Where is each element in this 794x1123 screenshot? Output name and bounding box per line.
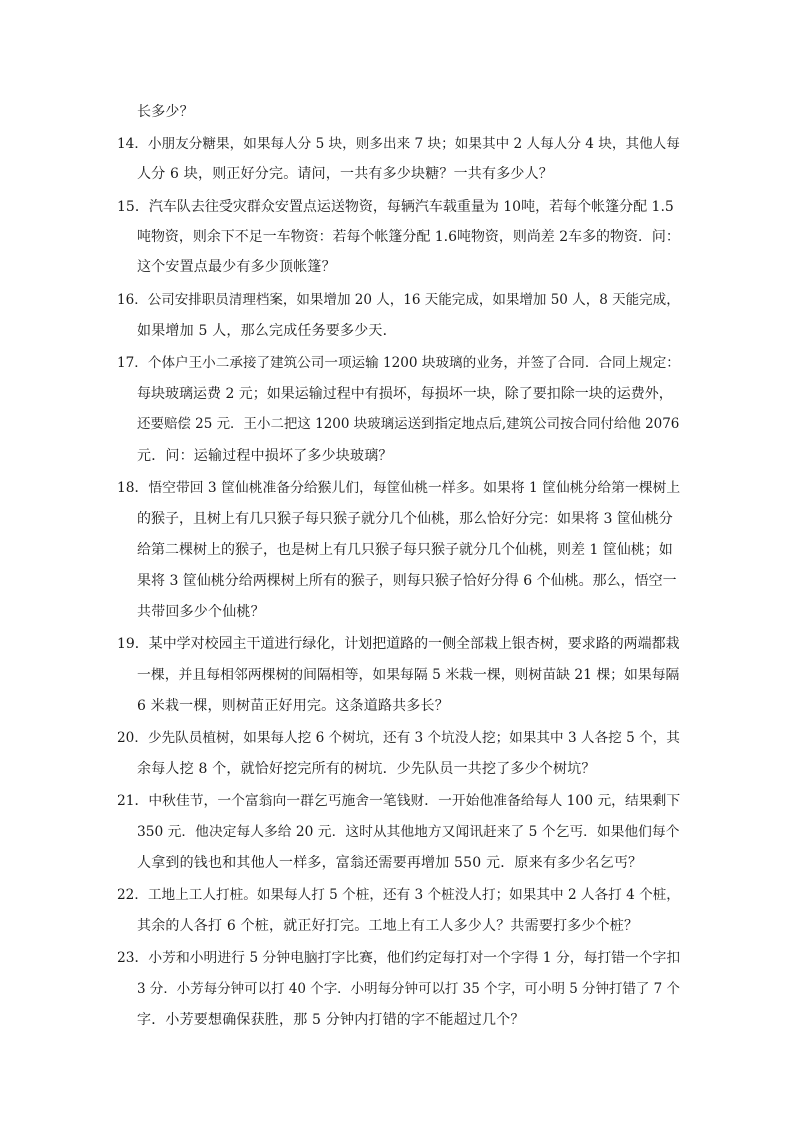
problem-21-line-3: 人拿到的钱也和其他人一样多，富翁还需要再增加 550 元．原来有多少名乞丐？	[137, 855, 643, 871]
problem-23-line-1: 23．小芳和小明进行 5 分钟电脑打字比赛，他们约定每打对一个字得 1 分，每打错一个字扣	[117, 950, 681, 966]
problem-19-line-3: 6 米栽一棵，则树苗正好用完。这条道路共多长？	[137, 698, 449, 714]
problem-21-line-2: 350 元．他决定每人多给 20 元．这时从其他地方又闻讯赶来了 5 个乞丐．如果他们每个	[137, 824, 680, 840]
problem-18-line-4: 果将 3 筐仙桃分给两棵树上所有的猴子，则每只猴子恰好分得 6 个仙桃。那么，悟空一	[137, 573, 677, 589]
problem-16-number: 16．	[117, 292, 148, 308]
problem-15-line-3: 这个安置点最少有多少顶帐篷？	[137, 259, 336, 275]
problem-17-line-4: 元．问：运输过程中损坏了多少块玻璃？	[137, 448, 393, 464]
problem-17-line-3: 还要赔偿 25 元．王小二把这 1200 块玻璃运送到指定地点后,建筑公司按合同付给他 2076	[137, 416, 680, 432]
problem-23-line-2: 3 分．小芳每分钟可以打 40 个字．小明每分钟可以打 35 个字，可小明 5 分钟打错了 7 个	[137, 981, 680, 997]
problem-15-number: 15．	[117, 199, 149, 215]
problem-21-number: 21．	[117, 793, 149, 809]
problem-22-number: 22．	[117, 887, 148, 903]
problem-15-line-1: 15．汽车队去往受灾群众安置点运送物资，每辆汽车载重量为 10吨，若每个帐篷分配 1.5	[117, 199, 674, 215]
problem-18-line-1: 18．悟空带回 3 筐仙桃准备分给猴儿们，每筐仙桃一样多。如果将 1 筐仙桃分给第一棵树上	[117, 480, 681, 496]
problem-18-line-2: 的猴子，且树上有几只猴子每只猴子就分几个仙桃，那么恰好分完：如果将 3 筐仙桃分	[137, 511, 673, 527]
problem-17-line-2: 每块玻璃运费 2 元；如果运输过程中有损坏，每损坏一块，除了要扣除一块的运费外，	[137, 386, 673, 402]
problem-23-line-3: 字．小芳要想确保获胜，那 5 分钟内打错的字不能超过几个？	[137, 1012, 525, 1028]
problem-14-line-2: 人分 6 块，则正好分完。请问，一共有多少块糖？一共有多少人？	[137, 166, 554, 182]
problem-22-line-1: 22．工地上工人打桩。如果每人打 5 个桩，还有 3 个桩没人打；如果其中 2 人各打 4 个桩，	[117, 887, 680, 903]
problem-21-line-1: 21．中秋佳节，一个富翁向一群乞丐施舍一笔钱财．一开始他准备给每人 100 元，结果剩下	[117, 793, 681, 809]
problem-23-number: 23．	[117, 950, 149, 966]
problem-20-line-2: 余每人挖 8 个，就恰好挖完所有的树坑．少先队员一共挖了多少个树坑？	[137, 761, 596, 777]
problem-16-line-1: 16．公司安排职员清理档案，如果增加 20 人，16 天能完成，如果增加 50 人，8 天能完成，	[117, 292, 680, 308]
problem-18-line-5: 共带回多少个仙桃？	[137, 604, 265, 620]
problem-15-line-2: 吨物资，则余下不足一车物资：若每个帐篷分配 1.6吨物资，则尚差 2车多的物资．问：	[137, 229, 680, 245]
problem-16-line-2: 如果增加 5 人，那么完成任务要多少天．	[137, 323, 397, 339]
problem-19-line-1: 19．某中学对校园主干道进行绿化，计划把道路的一侧全部栽上银杏树，要求路的两端都栽	[117, 636, 680, 652]
problem-14-number: 14．	[117, 136, 148, 152]
problem-18-line-3: 给第二棵树上的猴子，也是树上有几只猴子每只猴子就分几个仙桃，则差 1 筐仙桃；如	[137, 542, 673, 558]
problem-20-line-1: 20．少先队员植树，如果每人挖 6 个树坑，还有 3 个坑没人挖；如果其中 3 人各挖 5 个，其	[117, 730, 680, 746]
problem-19-line-2: 一棵，并且每相邻两棵树的间隔相等，如果每隔 5 米栽一棵，则树苗缺 21 棵；如果每隔	[137, 667, 680, 683]
problem-14-line-1: 14．小朋友分糖果，如果每人分 5 块，则多出来 7 块；如果其中 2 人每人分 4 块，其他人每	[117, 136, 680, 152]
problem-18-number: 18．	[117, 480, 149, 496]
problem-17-number: 17．	[117, 355, 148, 371]
problem-20-number: 20．	[117, 730, 148, 746]
problem-13-continuation: 长多少？	[137, 104, 194, 120]
problem-19-number: 19．	[117, 636, 149, 652]
problem-17-line-1: 17．个体户王小二承接了建筑公司一项运输 1200 块玻璃的业务，并签了合同．合同上规定：	[117, 355, 680, 371]
problem-22-line-2: 其余的人各打 6 个桩，就正好打完。工地上有工人多少人？共需要打多少个桩？	[137, 918, 639, 934]
